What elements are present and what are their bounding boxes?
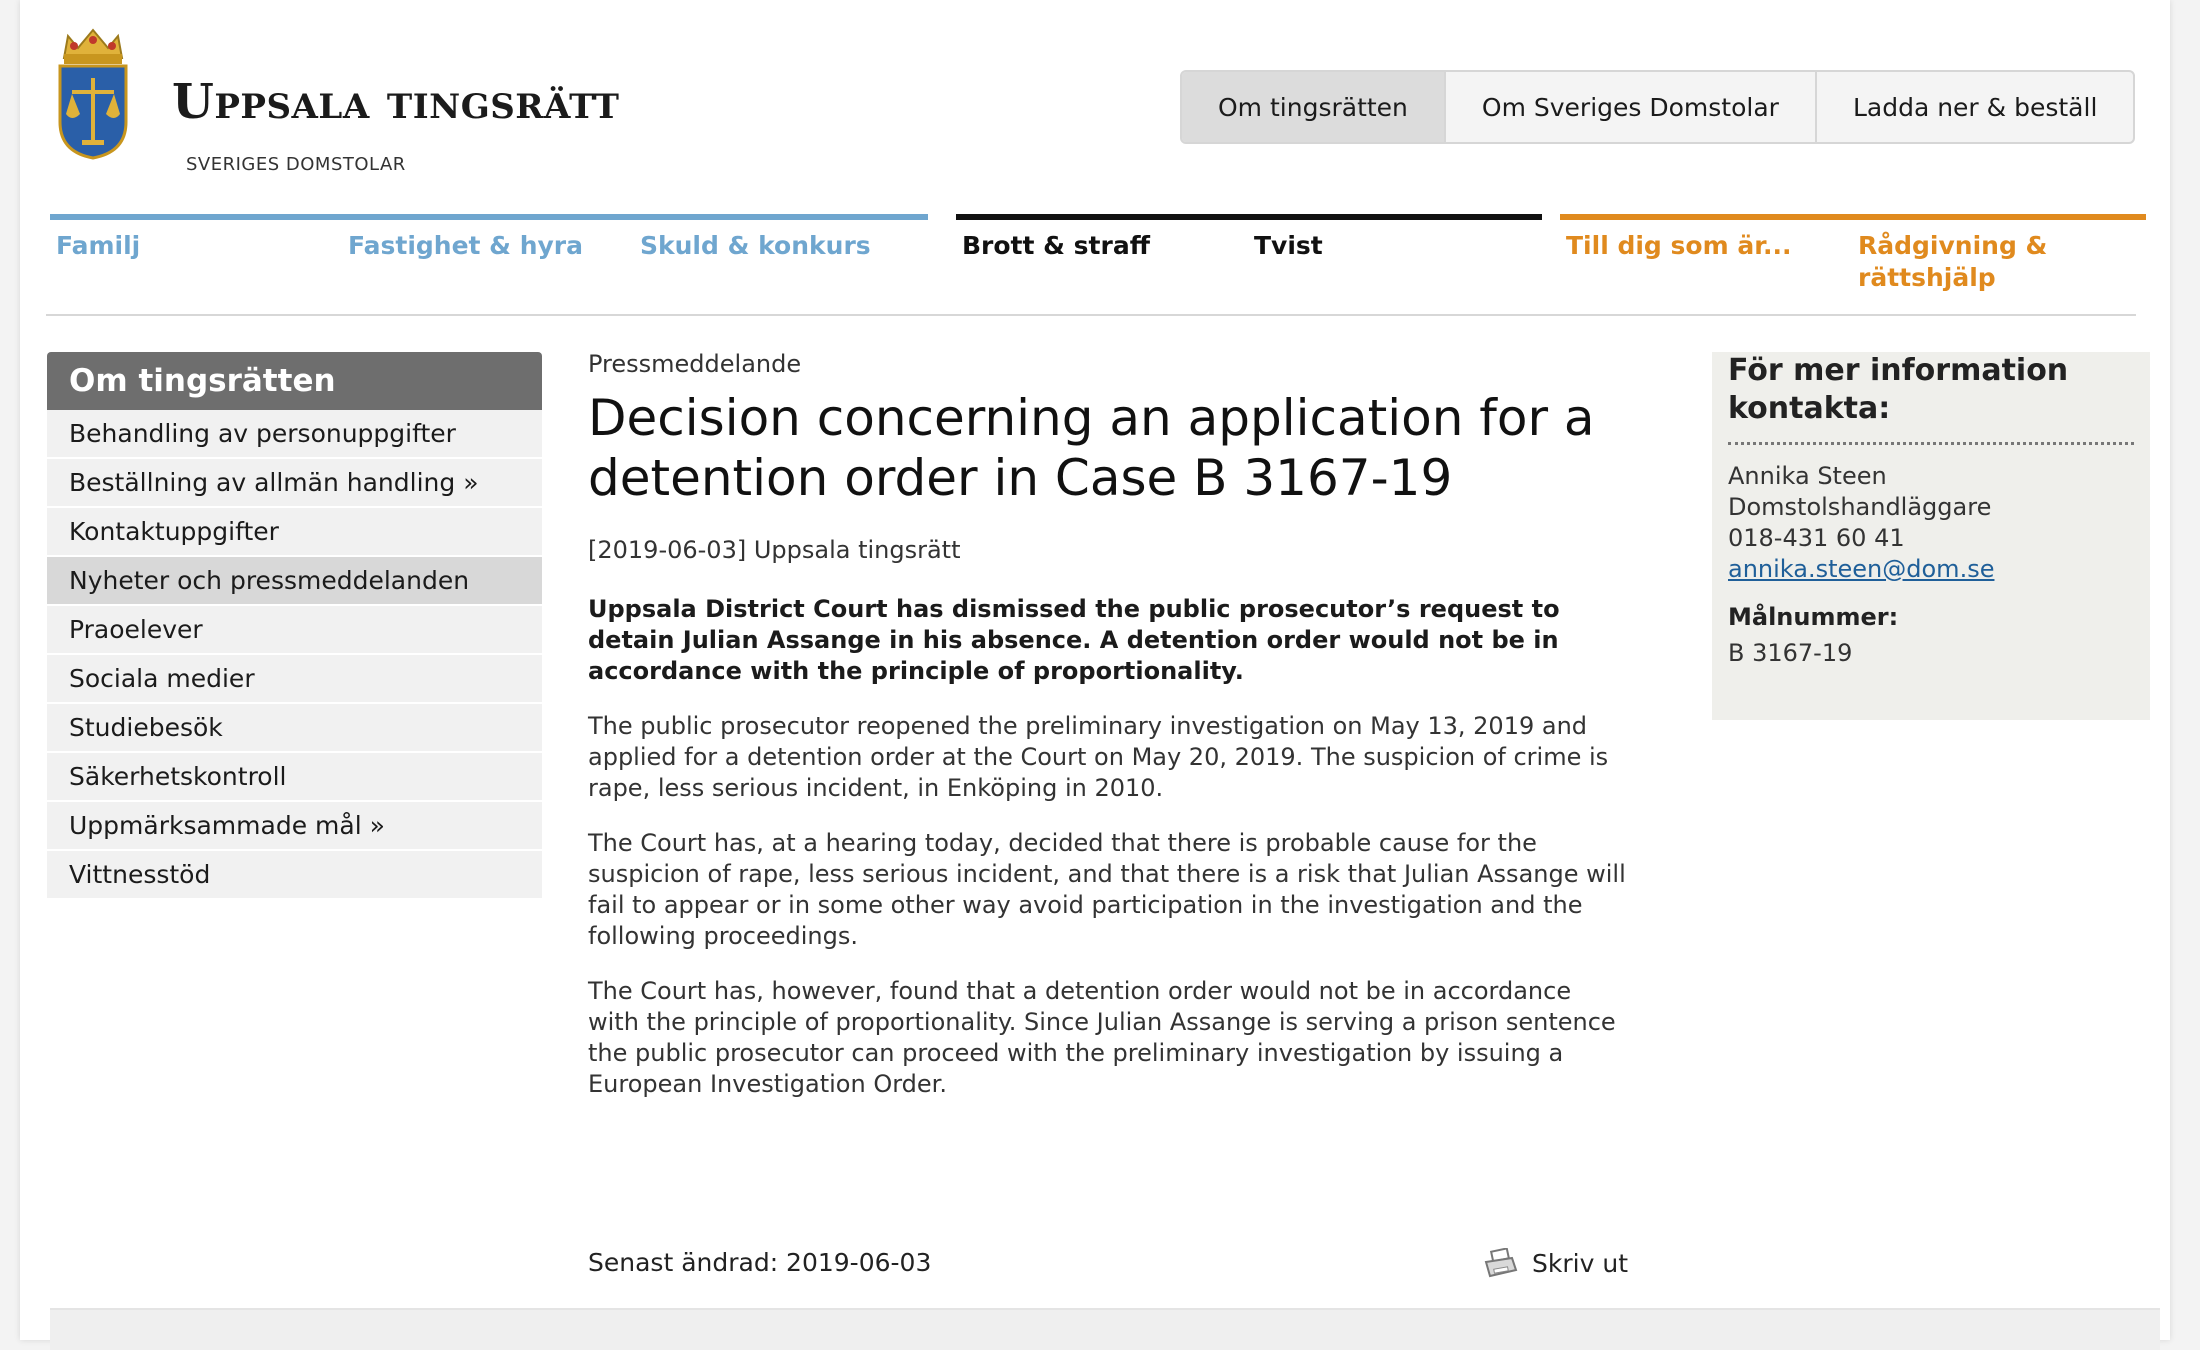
site-title: Uppsala tingsrätt (172, 74, 620, 130)
page (20, 0, 2170, 1340)
sidebar-item-praoelever[interactable]: Praoelever (47, 606, 542, 655)
article-footer (588, 1248, 1628, 1284)
sidebar-item-sakerhetskontroll[interactable]: Säkerhetskontroll (47, 753, 542, 802)
nav-skuld[interactable]: Skuld & konkurs (634, 214, 928, 262)
nav-familj[interactable]: Familj (50, 214, 344, 262)
article-kicker: Pressmeddelande (588, 350, 802, 378)
sidebar-item-kontakt[interactable]: Kontaktuppgifter (47, 508, 542, 557)
toplink-om-tingsratten[interactable]: Om tingsrätten (1182, 72, 1444, 142)
article-headline: Decision concerning an application for a detention order in Case B 3167-19 (588, 389, 1595, 507)
infobox-title: För mer information kontakta: (1728, 352, 2134, 445)
article-lead: Uppsala District Court has dismissed the public prosecutor’s request to detain Julian Assange in his absence. A detention order would not be in accordance with the principle of proportionality. (588, 595, 1560, 685)
site-subtitle: SVERIGES DOMSTOLAR (186, 154, 406, 175)
article (588, 350, 1628, 1100)
main-nav (50, 214, 2154, 314)
contact-infobox (1712, 352, 2150, 720)
last-updated: Senast ändrad: 2019-06-03 (588, 1248, 932, 1277)
sidebar-item-vittnesstod[interactable]: Vittnesstöd (47, 851, 542, 900)
nav-till-dig[interactable]: Till dig som är... (1560, 214, 1854, 262)
sidebar-item-behandling[interactable]: Behandling av personuppgifter (47, 410, 542, 459)
contact-email-link[interactable]: annika.steen@dom.se (1728, 555, 1995, 583)
nav-radgivning[interactable]: Rådgivning & rättshjälp (1852, 214, 2146, 294)
contact-role: Domstolshandläggare (1728, 493, 1992, 521)
sidebar-item-sociala-medier[interactable]: Sociala medier (47, 655, 542, 704)
sidebar-heading[interactable]: Om tingsrätten (47, 352, 542, 410)
article-paragraph: The Court has, however, found that a detention order would not be in accordance with the principle of proportionality. Since Julian Assange is serving a prison sentence the public prosecutor can proceed with the preliminary investigation by issuing a European Investigation Order. (588, 977, 1616, 1098)
sidebar (47, 352, 542, 900)
sidebar-item-uppmarksammade[interactable]: Uppmärksammade mål » (47, 802, 542, 851)
nav-tvist[interactable]: Tvist (1248, 214, 1542, 262)
case-number-value: B 3167-19 (1728, 639, 1853, 667)
contact-details (1728, 461, 2134, 585)
article-dateline: [2019-06-03] Uppsala tingsrätt (588, 536, 961, 564)
case-number-label: Målnummer: (1728, 603, 1899, 631)
page-bottom-bar (50, 1308, 2160, 1350)
print-label: Skriv ut (1532, 1248, 1628, 1278)
article-paragraph: The Court has, at a hearing today, decided that there is probable cause for the suspicion of rape, less serious incident, and that there is a risk that Julian Assange will fail to appear or in some other way avoid participation in the investigation and the following proceedings. (588, 829, 1626, 950)
print-button[interactable] (1484, 1248, 1628, 1278)
contact-name: Annika Steen (1728, 462, 1887, 490)
sidebar-item-bestallning[interactable]: Beställning av allmän handling » (47, 459, 542, 508)
printer-icon (1484, 1248, 1518, 1278)
article-paragraph: The public prosecutor reopened the preliminary investigation on May 13, 2019 and applied for a detention order at the Court on May 20, 2019. The suspicion of crime is rape, less serious incident, in Enköping in 2010. (588, 712, 1609, 802)
toplink-om-sveriges-domstolar[interactable]: Om Sveriges Domstolar (1444, 72, 1815, 142)
nav-divider (46, 314, 2136, 316)
nav-fastighet[interactable]: Fastighet & hyra (342, 214, 636, 262)
contact-phone: 018-431 60 41 (1728, 524, 1905, 552)
sidebar-item-nyheter[interactable]: Nyheter och pressmeddelanden (47, 557, 542, 606)
top-links (1180, 70, 2135, 144)
court-crest-icon (54, 22, 132, 162)
nav-brott[interactable]: Brott & straff (956, 214, 1250, 262)
toplink-ladda-ner[interactable]: Ladda ner & beställ (1815, 72, 2133, 142)
sidebar-item-studiebesok[interactable]: Studiebesök (47, 704, 542, 753)
